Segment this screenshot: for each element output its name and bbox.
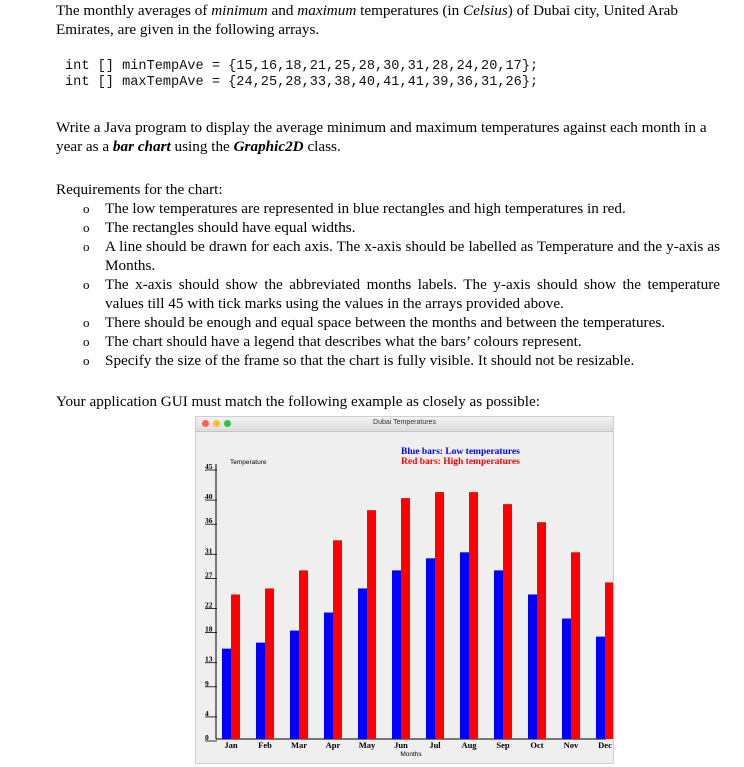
- intro-part: maximum: [297, 2, 357, 19]
- requirement-text: A line should be drawn for each axis. The x-axis should be labelled as Temperature and the y-axis as Months.: [105, 238, 720, 274]
- requirement-text: The rectangles should have equal widths.: [105, 219, 356, 236]
- low-bar-jan: [222, 649, 231, 739]
- low-bar-apr: [324, 613, 333, 739]
- bullet-icon: o: [83, 239, 90, 254]
- y-tick-label: 27: [205, 570, 213, 580]
- y-tick-label: 18: [205, 624, 213, 634]
- requirement-text: There should be enough and equal space between the months and between the temperatures.: [105, 314, 666, 331]
- high-bar-nov: [571, 552, 580, 739]
- code-line: int [] minTempAve = {15,16,18,21,25,28,30,31,28,24,20,17};: [65, 59, 539, 74]
- match-instruction: Your application GUI must match the following example as closely as possible:: [56, 393, 540, 410]
- x-tick-label: Nov: [563, 740, 579, 750]
- low-bar-dec: [596, 637, 605, 739]
- x-tick-label: Mar: [290, 740, 308, 750]
- low-bar-aug: [460, 552, 469, 739]
- y-tick-label: 31: [205, 546, 213, 556]
- y-tick-label: 45: [205, 462, 213, 471]
- y-tick-label: 0: [205, 733, 209, 742]
- task-paragraph: [56, 118, 720, 156]
- bullet-icon: o: [83, 277, 90, 292]
- app-window: [195, 416, 614, 764]
- intro-part: The monthly averages of: [56, 2, 212, 19]
- task-part: class.: [303, 138, 341, 155]
- requirements-title: Requirements for the chart:: [56, 181, 223, 198]
- high-bar-jan: [231, 594, 240, 739]
- high-bar-oct: [537, 522, 546, 739]
- low-bar-nov: [562, 619, 571, 739]
- code-line: int [] maxTempAve = {24,25,28,33,38,40,41,41,39,36,31,26};: [65, 75, 539, 90]
- legend-entry: Red bars: High temperatures: [401, 457, 520, 467]
- requirement-item: [83, 351, 720, 370]
- high-bar-mar: [299, 570, 308, 739]
- requirement-item: [83, 332, 720, 351]
- intro-paragraph: [56, 1, 720, 39]
- high-bar-jul: [435, 492, 444, 739]
- x-tick-label: Oct: [530, 740, 544, 750]
- bullet-icon: o: [83, 201, 90, 216]
- window-title: Dubai Temperatures: [373, 419, 436, 426]
- high-bar-apr: [333, 540, 342, 739]
- task-part: Graphic2D: [233, 138, 304, 155]
- low-bar-sep: [494, 570, 503, 739]
- y-tick-label: 13: [205, 654, 213, 664]
- bullet-icon: o: [83, 353, 90, 368]
- intro-part: minimum: [211, 2, 268, 19]
- intro-part: ) of Dubai city, United Arab Emirates, are given in the following arrays.: [56, 2, 679, 38]
- y-axis-title: Temperature: [230, 459, 267, 466]
- x-tick-label: Dec: [598, 740, 612, 750]
- intro-part: and: [267, 2, 298, 19]
- x-tick-label: Feb: [258, 740, 272, 750]
- window-titlebar[interactable]: [196, 417, 613, 432]
- intro-part: temperatures (in: [356, 2, 464, 19]
- low-bar-may: [358, 588, 367, 739]
- high-bar-dec: [605, 582, 613, 739]
- x-tick-label: Jun: [394, 740, 408, 750]
- requirement-item: [83, 275, 720, 313]
- requirement-item: [83, 313, 720, 332]
- low-bar-jun: [392, 570, 401, 739]
- requirement-text: The low temperatures are represented in blue rectangles and high temperatures in red.: [105, 200, 626, 217]
- requirement-text: The chart should have a legend that describes what the bars’ colours represent.: [105, 333, 582, 350]
- x-axis-title: Months: [400, 751, 422, 758]
- high-bar-may: [367, 510, 376, 739]
- y-tick-label: 4: [205, 708, 209, 718]
- requirement-text: The x-axis should show the abbreviated months labels. The y-axis should show the temperature values till 45 with tick marks using the values in the arrays provided above.: [105, 276, 720, 312]
- high-bar-sep: [503, 504, 512, 739]
- x-tick-label: Jul: [429, 740, 441, 750]
- document: [56, 0, 720, 411]
- low-bar-mar: [290, 631, 299, 739]
- x-tick-label: Jan: [224, 740, 238, 750]
- high-bar-aug: [469, 492, 478, 739]
- requirement-text: Specify the size of the frame so that the chart is fully visible. It should not be resizable.: [105, 352, 635, 369]
- low-bar-jul: [426, 558, 435, 739]
- low-bar-feb: [256, 643, 265, 739]
- x-tick-label: Sep: [496, 740, 510, 750]
- intro-part: Celsius: [463, 2, 508, 19]
- x-tick-label: May: [358, 740, 376, 750]
- bullet-icon: o: [83, 220, 90, 235]
- requirement-item: [83, 218, 720, 237]
- low-bar-oct: [528, 594, 537, 739]
- legend-entry: Blue bars: Low temperatures: [401, 447, 520, 457]
- y-tick-label: 22: [205, 600, 213, 610]
- y-tick-label: 40: [205, 492, 213, 502]
- x-tick-label: Aug: [461, 740, 477, 750]
- task-part: bar chart: [112, 138, 171, 155]
- task-part: using the: [170, 138, 234, 155]
- bar-chart: [196, 432, 613, 763]
- requirement-item: [83, 199, 720, 218]
- bullet-icon: o: [83, 334, 90, 349]
- high-bar-jun: [401, 498, 410, 739]
- y-tick-label: 36: [205, 516, 213, 526]
- requirements-list: [56, 199, 720, 370]
- high-bar-feb: [265, 588, 274, 739]
- task-part: Write a Java program to display the average minimum and maximum temperatures against each month in a year as a: [56, 119, 707, 155]
- bullet-icon: o: [83, 315, 90, 330]
- x-tick-label: Apr: [325, 740, 341, 750]
- requirement-item: [83, 237, 720, 275]
- y-tick-label: 9: [205, 678, 209, 688]
- code-block: [65, 59, 720, 91]
